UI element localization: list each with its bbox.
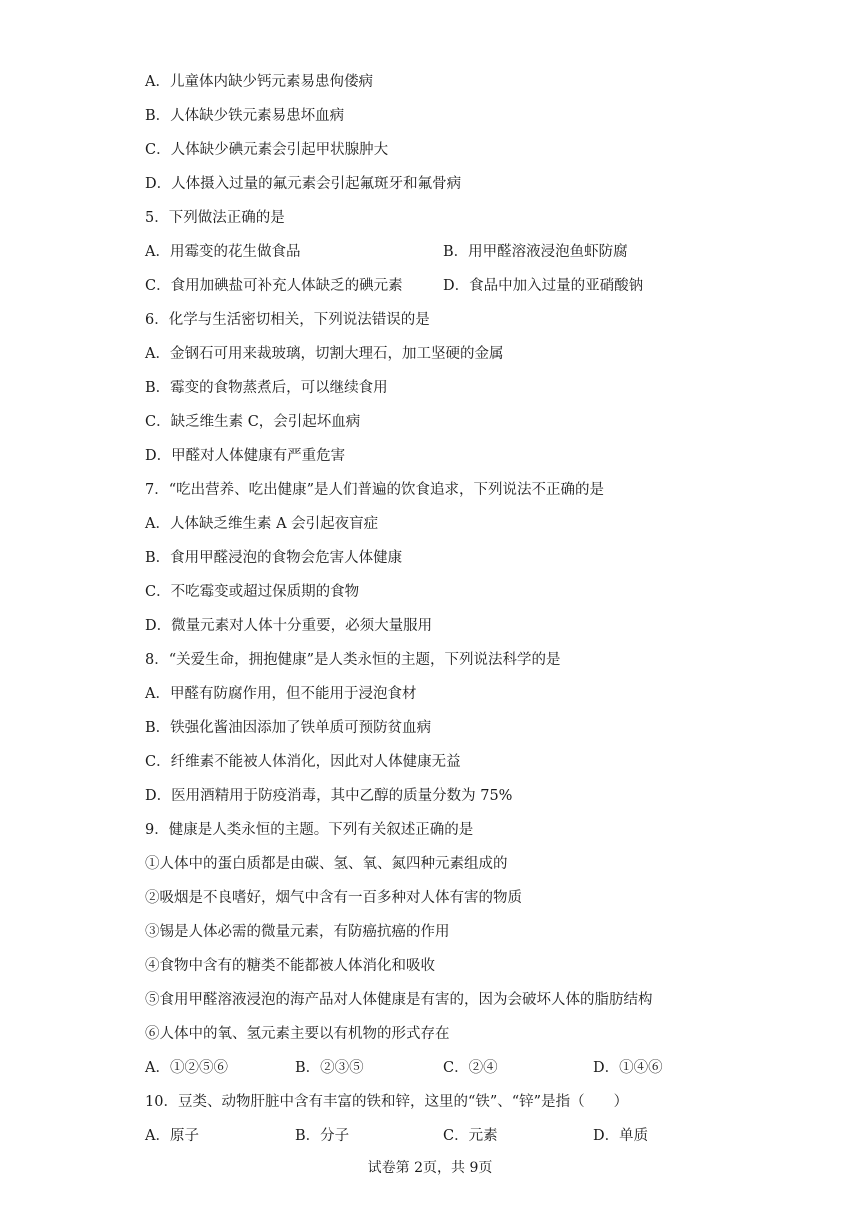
q10-option-b: B．分子 xyxy=(295,1128,350,1144)
q10-stem: 10．豆类、动物肝脏中含有丰富的铁和锌，这里的“铁”、“锌”是指（ ） xyxy=(145,1094,629,1110)
q7-option-c: C．不吃霉变或超过保质期的食物 xyxy=(145,584,360,600)
q9-option-b: B．②③⑤ xyxy=(295,1060,364,1076)
q8-option-c: C．纤维素不能被人体消化，因此对人体健康无益 xyxy=(145,754,461,770)
q6-stem: 6．化学与生活密切相关，下列说法错误的是 xyxy=(145,312,430,328)
q9-statement-6: ⑥人体中的氧、氢元素主要以有机物的形式存在 xyxy=(145,1026,450,1042)
page-footer: 试卷第 2页，共 9页 xyxy=(367,1160,493,1176)
q10-options-row xyxy=(145,1126,820,1146)
q5-option-a: A．用霉变的花生做食品 xyxy=(145,244,301,260)
q4-option-b: B．人体缺少铁元素易患坏血病 xyxy=(145,108,345,124)
q6-option-a: A．金钢石可用来裁玻璃，切割大理石，加工坚硬的金属 xyxy=(145,346,504,362)
q10-option-a: A．原子 xyxy=(145,1128,199,1144)
q4-option-d: D．人体摄入过量的氟元素会引起氟斑牙和氟骨病 xyxy=(145,176,462,192)
q7-option-a: A．人体缺乏维生素 A 会引起夜盲症 xyxy=(145,516,379,532)
q9-option-c: C．②④ xyxy=(443,1060,498,1076)
q7-option-b: B．食用甲醛浸泡的食物会危害人体健康 xyxy=(145,550,403,566)
q10-option-d: D．单质 xyxy=(593,1128,649,1144)
q8-option-b: B．铁强化酱油因添加了铁单质可预防贫血病 xyxy=(145,720,432,736)
q4-option-a: A．儿童体内缺少钙元素易患佝偻病 xyxy=(145,74,373,90)
q9-statement-1: ①人体中的蛋白质都是由碳、氢、氧、氮四种元素组成的 xyxy=(145,856,508,872)
q9-statement-5: ⑤食用甲醛溶液浸泡的海产品对人体健康是有害的，因为会破坏人体的脂肪结构 xyxy=(145,992,653,1008)
q9-stem: 9．健康是人类永恒的主题。下列有关叙述正确的是 xyxy=(145,822,474,838)
q7-option-d: D．微量元素对人体十分重要，必须大量服用 xyxy=(145,618,433,634)
q5-options-row-2 xyxy=(145,276,820,296)
q5-option-c: C．食用加碘盐可补充人体缺乏的碘元素 xyxy=(145,278,403,294)
q6-option-b: B．霉变的食物蒸煮后，可以继续食用 xyxy=(145,380,388,396)
q9-option-a: A．①②⑤⑥ xyxy=(145,1060,228,1076)
q4-option-c: C．人体缺少碘元素会引起甲状腺肿大 xyxy=(145,142,389,158)
q6-option-d: D．甲醛对人体健康有严重危害 xyxy=(145,448,346,464)
q9-statement-2: ②吸烟是不良嗜好，烟气中含有一百多种对人体有害的物质 xyxy=(145,890,522,906)
q9-statement-3: ③锡是人体必需的微量元素，有防癌抗癌的作用 xyxy=(145,924,450,940)
q10-option-c: C．元素 xyxy=(443,1128,498,1144)
q5-stem: 5．下列做法正确的是 xyxy=(145,210,285,226)
q5-option-b: B．用甲醛溶液浸泡鱼虾防腐 xyxy=(443,244,628,260)
q9-option-d: D．①④⑥ xyxy=(593,1060,663,1076)
q6-option-c: C．缺乏维生素 C，会引起坏血病 xyxy=(145,414,361,430)
q5-option-d: D．食品中加入过量的亚硝酸钠 xyxy=(443,278,644,294)
q8-option-d: D．医用酒精用于防疫消毒，其中乙醇的质量分数为 75% xyxy=(145,788,513,804)
q9-statement-4: ④食物中含有的糖类不能都被人体消化和吸收 xyxy=(145,958,435,974)
q7-stem: 7．“吃出营养、吃出健康”是人们普遍的饮食追求，下列说法不正确的是 xyxy=(145,482,605,498)
q8-stem: 8．“关爱生命，拥抱健康”是人类永恒的主题，下列说法科学的是 xyxy=(145,652,561,668)
q8-option-a: A．甲醛有防腐作用，但不能用于浸泡食材 xyxy=(145,686,417,702)
q5-options-row-1 xyxy=(145,242,820,262)
q9-options-row xyxy=(145,1058,820,1078)
